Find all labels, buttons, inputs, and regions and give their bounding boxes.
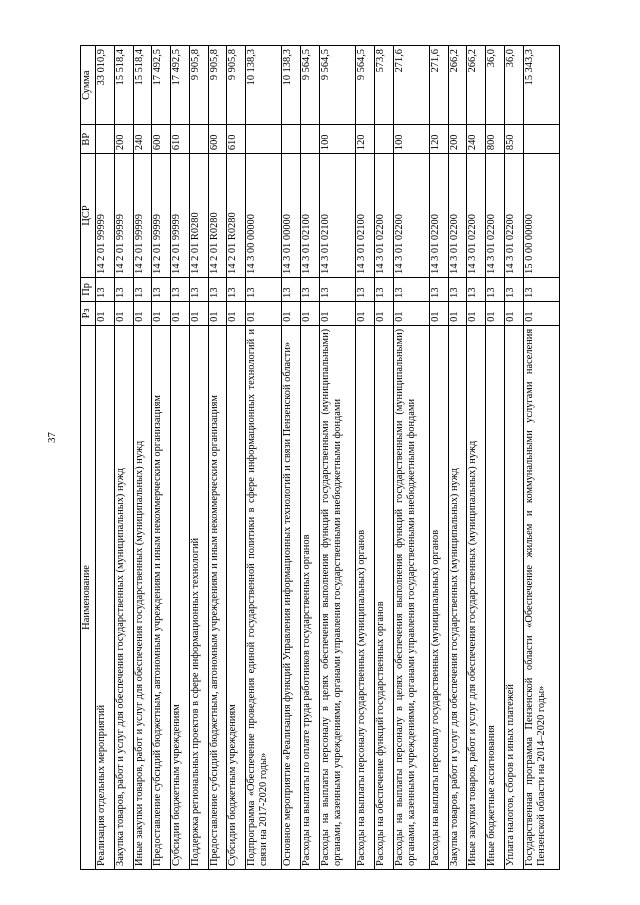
cell-rz: 01 — [114, 301, 133, 325]
cell-csr: 14 3 01 02200 — [504, 154, 523, 278]
cell-rz: 01 — [429, 301, 448, 325]
header-vr: ВР — [81, 125, 96, 154]
cell-sum: 266,2 — [448, 46, 467, 125]
cell-vr: 200 — [114, 125, 133, 154]
cell-rz: 01 — [374, 301, 393, 325]
cell-vr: 600 — [208, 125, 227, 154]
cell-csr: 14 2 01 99999 — [152, 154, 171, 278]
cell-sum: 9 905,8 — [189, 46, 208, 125]
cell-sum: 17 492,5 — [152, 46, 171, 125]
cell-sum: 271,6 — [393, 46, 429, 125]
cell-vr: 200 — [448, 125, 467, 154]
cell-csr: 14 2 01 R0280 — [189, 154, 208, 278]
header-rz: Рз — [81, 301, 96, 325]
table-header-row — [81, 46, 96, 870]
cell-csr: 14 3 01 00000 — [282, 154, 301, 278]
cell-rz: 01 — [523, 301, 559, 325]
table-row — [246, 46, 282, 870]
cell-vr: 100 — [319, 125, 355, 154]
cell-rz: 01 — [96, 301, 115, 325]
cell-pr: 13 — [301, 277, 320, 301]
cell-name: Расходы на выплаты персоналу государственных (муниципальных) органов — [356, 325, 375, 869]
cell-vr: 610 — [227, 125, 246, 154]
table-row — [467, 46, 486, 870]
cell-name: Основное мероприятие «Реализация функций Управления информационных технологий и связи Пензенской области» — [282, 325, 301, 869]
cell-rz: 01 — [356, 301, 375, 325]
table-row — [429, 46, 448, 870]
cell-pr: 13 — [523, 277, 559, 301]
cell-pr: 13 — [152, 277, 171, 301]
cell-pr: 13 — [448, 277, 467, 301]
cell-name: Реализация отдельных мероприятий — [96, 325, 115, 869]
header-pr: Пр — [81, 277, 96, 301]
cell-pr: 13 — [246, 277, 282, 301]
cell-name: Закупка товаров, работ и услуг для обеспечения государственных (муниципальных) нужд — [448, 325, 467, 869]
cell-name: Расходы на выплаты персоналу государственных (муниципальных) органов — [429, 325, 448, 869]
table-row — [504, 46, 523, 870]
cell-csr: 15 0 00 00000 — [523, 154, 559, 278]
cell-csr: 14 2 01 99999 — [96, 154, 115, 278]
cell-vr — [523, 125, 559, 154]
cell-name: Расходы на выплаты персоналу в целях обеспечения выполнения функций государственными (муниципальными) органами, казенными учреждениями, органами управления государственными внебюджетными фондами — [319, 325, 355, 869]
cell-name: Расходы на выплаты по оплате труда работников государственных органов — [301, 325, 320, 869]
cell-csr: 14 2 01 R0280 — [208, 154, 227, 278]
table-row — [393, 46, 429, 870]
cell-name: Поддержка региональных проектов в сфере информационных технологий — [189, 325, 208, 869]
cell-pr: 13 — [486, 277, 505, 301]
table-body — [96, 46, 560, 870]
cell-pr: 13 — [429, 277, 448, 301]
cell-rz: 01 — [208, 301, 227, 325]
cell-sum: 10 138,3 — [282, 46, 301, 125]
cell-sum: 15 343,3 — [523, 46, 559, 125]
cell-rz: 01 — [282, 301, 301, 325]
table-row — [356, 46, 375, 870]
cell-csr: 14 2 01 99999 — [114, 154, 133, 278]
cell-vr — [301, 125, 320, 154]
table-row — [96, 46, 115, 870]
cell-vr: 850 — [504, 125, 523, 154]
cell-pr: 13 — [356, 277, 375, 301]
page-number: 37 — [46, 432, 58, 443]
cell-name: Закупка товаров, работ и услуг для обеспечения государственных (муниципальных) нужд — [114, 325, 133, 869]
cell-sum: 9 564,5 — [319, 46, 355, 125]
cell-csr: 14 3 01 02200 — [486, 154, 505, 278]
cell-csr: 14 2 01 R0280 — [227, 154, 246, 278]
budget-table-container — [80, 45, 560, 870]
header-csr: ЦСР — [81, 154, 96, 278]
cell-pr: 13 — [114, 277, 133, 301]
cell-name: Иные закупки товаров, работ и услуг для обеспечения государственных (муниципальных) нужд — [133, 325, 152, 869]
cell-pr: 13 — [227, 277, 246, 301]
cell-csr: 14 3 01 02200 — [393, 154, 429, 278]
table-row — [171, 46, 190, 870]
cell-vr: 240 — [133, 125, 152, 154]
header-sum: Сумма — [81, 46, 96, 125]
cell-pr: 13 — [504, 277, 523, 301]
cell-sum: 266,2 — [467, 46, 486, 125]
cell-name: Предоставление субсидий бюджетным, автономным учреждениям и иным некоммерческим организациям — [208, 325, 227, 869]
table-row — [319, 46, 355, 870]
cell-rz: 01 — [189, 301, 208, 325]
table-row — [133, 46, 152, 870]
table-row — [301, 46, 320, 870]
cell-sum: 271,6 — [429, 46, 448, 125]
cell-sum: 15 518,4 — [133, 46, 152, 125]
cell-rz: 01 — [227, 301, 246, 325]
cell-pr: 13 — [393, 277, 429, 301]
cell-name: Государственная программа Пензенской области «Обеспечение жильем и коммунальными услугами населения Пензенской области на 2014–2020 годы» — [523, 325, 559, 869]
cell-rz: 01 — [504, 301, 523, 325]
cell-name: Расходы на обеспечение функций государственных органов — [374, 325, 393, 869]
cell-sum: 9 564,5 — [301, 46, 320, 125]
cell-pr: 13 — [208, 277, 227, 301]
cell-csr: 14 2 01 99999 — [171, 154, 190, 278]
cell-vr: 800 — [486, 125, 505, 154]
cell-sum: 9 564,5 — [356, 46, 375, 125]
cell-name: Подпрограмма «Обеспечение проведения единой государственной политики в сфере информационных технологий и связи на 2017-2020 годы» — [246, 325, 282, 869]
table-row — [282, 46, 301, 870]
cell-rz: 01 — [171, 301, 190, 325]
budget-table — [80, 45, 560, 870]
table-row — [208, 46, 227, 870]
cell-vr — [246, 125, 282, 154]
cell-vr: 120 — [429, 125, 448, 154]
cell-pr: 13 — [96, 277, 115, 301]
cell-rz: 01 — [467, 301, 486, 325]
table-row — [227, 46, 246, 870]
cell-vr: 600 — [152, 125, 171, 154]
cell-rz: 01 — [133, 301, 152, 325]
cell-vr — [374, 125, 393, 154]
cell-name: Субсидии бюджетным учреждениям — [171, 325, 190, 869]
cell-vr: 240 — [467, 125, 486, 154]
cell-sum: 36,0 — [486, 46, 505, 125]
cell-name: Иные закупки товаров, работ и услуг для обеспечения государственных (муниципальных) нужд — [467, 325, 486, 869]
table-row — [152, 46, 171, 870]
cell-vr: 610 — [171, 125, 190, 154]
cell-pr: 13 — [319, 277, 355, 301]
cell-csr: 14 3 01 02200 — [467, 154, 486, 278]
cell-name: Расходы на выплаты персоналу в целях обеспечения выполнения функций государственными (муниципальными) органами, казенными учреждениями, органами управления государственными внебюджетными фондами — [393, 325, 429, 869]
table-row — [523, 46, 559, 870]
cell-pr: 13 — [171, 277, 190, 301]
cell-pr: 13 — [133, 277, 152, 301]
cell-name: Субсидии бюджетным учреждениям — [227, 325, 246, 869]
cell-vr — [282, 125, 301, 154]
cell-csr: 14 2 01 99999 — [133, 154, 152, 278]
table-row — [374, 46, 393, 870]
cell-rz: 01 — [486, 301, 505, 325]
cell-csr: 14 3 01 02200 — [374, 154, 393, 278]
cell-csr: 14 3 01 02100 — [301, 154, 320, 278]
cell-pr: 13 — [374, 277, 393, 301]
table-row — [486, 46, 505, 870]
cell-rz: 01 — [246, 301, 282, 325]
table-row — [189, 46, 208, 870]
cell-name: Иные бюджетные ассигнования — [486, 325, 505, 869]
cell-csr: 14 3 01 02200 — [429, 154, 448, 278]
cell-pr: 13 — [189, 277, 208, 301]
cell-csr: 14 3 01 02100 — [356, 154, 375, 278]
cell-csr: 14 3 00 00000 — [246, 154, 282, 278]
cell-sum: 9 905,8 — [208, 46, 227, 125]
table-row — [448, 46, 467, 870]
cell-vr — [96, 125, 115, 154]
cell-sum: 9 905,8 — [227, 46, 246, 125]
cell-rz: 01 — [448, 301, 467, 325]
cell-sum: 17 492,5 — [171, 46, 190, 125]
cell-name: Предоставление субсидий бюджетным, автономным учреждениям и иным некоммерческим организациям — [152, 325, 171, 869]
cell-vr: 100 — [393, 125, 429, 154]
cell-sum: 15 518,4 — [114, 46, 133, 125]
cell-name: Уплата налогов, сборов и иных платежей — [504, 325, 523, 869]
cell-rz: 01 — [301, 301, 320, 325]
cell-rz: 01 — [319, 301, 355, 325]
cell-sum: 36,0 — [504, 46, 523, 125]
cell-pr: 13 — [282, 277, 301, 301]
cell-vr — [189, 125, 208, 154]
cell-pr: 13 — [467, 277, 486, 301]
cell-sum: 33 010,9 — [96, 46, 115, 125]
cell-sum: 10 138,3 — [246, 46, 282, 125]
header-name: Наименование — [81, 325, 96, 869]
cell-csr: 14 3 01 02100 — [319, 154, 355, 278]
cell-rz: 01 — [393, 301, 429, 325]
cell-sum: 573,8 — [374, 46, 393, 125]
cell-csr: 14 3 01 02200 — [448, 154, 467, 278]
cell-vr: 120 — [356, 125, 375, 154]
table-row — [114, 46, 133, 870]
cell-rz: 01 — [152, 301, 171, 325]
